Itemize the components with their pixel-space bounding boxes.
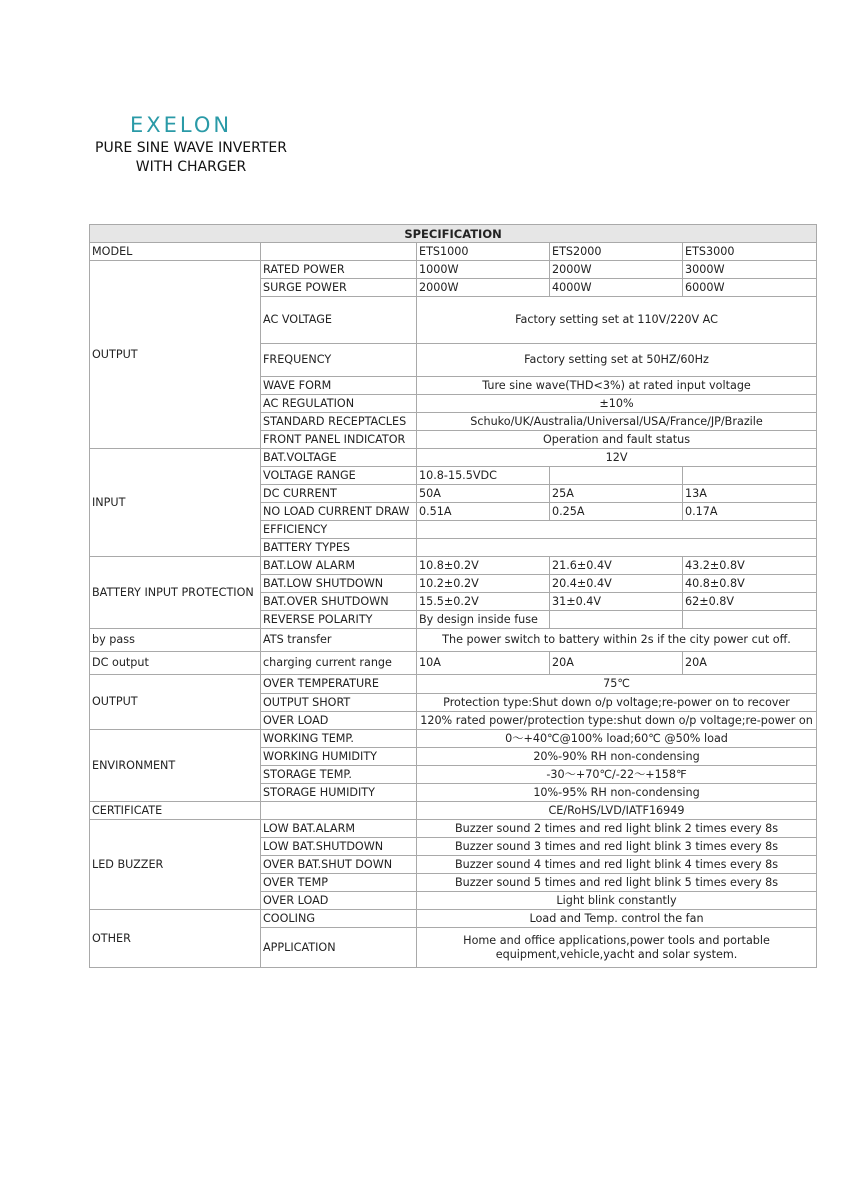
row-label: DC CURRENT: [261, 485, 417, 503]
document-subtitle: [86, 139, 296, 177]
row-label: OVER TEMPERATURE: [261, 675, 417, 694]
empty-cell: [550, 611, 683, 629]
group-environment: ENVIRONMENT: [90, 730, 261, 802]
cell-value: 4000W: [550, 279, 683, 297]
cell-value: The power switch to battery within 2s if the city power cut off.: [417, 629, 817, 652]
row-label: WORKING TEMP.: [261, 730, 417, 748]
model-1: ETS1000: [417, 243, 550, 261]
model-3: ETS3000: [683, 243, 817, 261]
row-label: WAVE FORM: [261, 377, 417, 395]
cell-value: 10.8±0.2V: [417, 557, 550, 575]
group-certificate: CERTIFICATE: [90, 802, 261, 820]
table-row: [90, 802, 817, 820]
cell-value: Buzzer sound 2 times and red light blink 2 times every 8s: [417, 820, 817, 838]
group-battery-protection: BATTERY INPUT PROTECTION: [90, 557, 261, 629]
cell-value: 120% rated power/protection type:shut down o/p voltage;re-power on: [417, 712, 817, 730]
cell-value: 0.25A: [550, 503, 683, 521]
cell-value: 20A: [550, 652, 683, 675]
cell-value: 0.17A: [683, 503, 817, 521]
table-row: [90, 910, 817, 928]
cell-value: 3000W: [683, 261, 817, 279]
table-row: [90, 243, 817, 261]
cell-value: CE/RoHS/LVD/IATF16949: [417, 802, 817, 820]
cell-value: Factory setting set at 110V/220V AC: [417, 297, 817, 344]
row-label: OUTPUT SHORT: [261, 694, 417, 712]
cell-value: 43.2±0.8V: [683, 557, 817, 575]
row-label: LOW BAT.SHUTDOWN: [261, 838, 417, 856]
cell-value: 50A: [417, 485, 550, 503]
cell-value: 13A: [683, 485, 817, 503]
cell-value: 15.5±0.2V: [417, 593, 550, 611]
empty-cell: [261, 243, 417, 261]
table-row: [90, 820, 817, 838]
cell-value: 10A: [417, 652, 550, 675]
row-label: AC VOLTAGE: [261, 297, 417, 344]
row-label: OVER TEMP: [261, 874, 417, 892]
cell-value: 20%-90% RH non-condensing: [417, 748, 817, 766]
model-2: ETS2000: [550, 243, 683, 261]
cell-value: 20A: [683, 652, 817, 675]
cell-value: Light blink constantly: [417, 892, 817, 910]
row-label: LOW BAT.ALARM: [261, 820, 417, 838]
row-label: OVER LOAD: [261, 712, 417, 730]
cell-value: 62±0.8V: [683, 593, 817, 611]
empty-cell: [417, 539, 817, 557]
table-row: [90, 629, 817, 652]
cell-value: Ture sine wave(THD<3%) at rated input voltage: [417, 377, 817, 395]
subtitle-line-1: PURE SINE WAVE INVERTER: [95, 140, 287, 156]
row-label: STORAGE HUMIDITY: [261, 784, 417, 802]
cell-value: Schuko/UK/Australia/Universal/USA/France/JP/Brazile: [417, 413, 817, 431]
row-label: STANDARD RECEPTACLES: [261, 413, 417, 431]
cell-value: 20.4±0.4V: [550, 575, 683, 593]
cell-value: 40.8±0.8V: [683, 575, 817, 593]
row-label: BAT.OVER SHUTDOWN: [261, 593, 417, 611]
cell-value: Protection type:Shut down o/p voltage;re-power on to recover: [417, 694, 817, 712]
row-label: BAT.VOLTAGE: [261, 449, 417, 467]
cell-value: 0～+40℃@100% load;60℃ @50% load: [417, 730, 817, 748]
empty-cell: [550, 467, 683, 485]
row-label: EFFICIENCY: [261, 521, 417, 539]
group-bypass: by pass: [90, 629, 261, 652]
row-label: COOLING: [261, 910, 417, 928]
row-label: FREQUENCY: [261, 344, 417, 377]
application-line-2: equipment,vehicle,yacht and solar system.: [495, 947, 738, 961]
cell-value: 10.8-15.5VDC: [417, 467, 550, 485]
table-row: [90, 675, 817, 694]
table-row: [90, 557, 817, 575]
table-header-row: [90, 225, 817, 243]
row-label: BATTERY TYPES: [261, 539, 417, 557]
row-label: charging current range: [261, 652, 417, 675]
row-label: FRONT PANEL INDICATOR: [261, 431, 417, 449]
row-label: NO LOAD CURRENT DRAW: [261, 503, 417, 521]
cell-value: By design inside fuse: [417, 611, 550, 629]
empty-cell: [261, 802, 417, 820]
group-led-buzzer: LED BUZZER: [90, 820, 261, 910]
table-row: [90, 449, 817, 467]
cell-value: Load and Temp. control the fan: [417, 910, 817, 928]
cell-value: Operation and fault status: [417, 431, 817, 449]
row-label: APPLICATION: [261, 928, 417, 968]
cell-value: 75℃: [417, 675, 817, 694]
cell-value: 10%-95% RH non-condensing: [417, 784, 817, 802]
group-output-protection: OUTPUT: [90, 675, 261, 730]
subtitle-line-2: WITH CHARGER: [135, 159, 247, 175]
cell-value: 6000W: [683, 279, 817, 297]
cell-value: 31±0.4V: [550, 593, 683, 611]
cell-value: 21.6±0.4V: [550, 557, 683, 575]
cell-value: -30～+70℃/-22～+158℉: [417, 766, 817, 784]
empty-cell: [417, 521, 817, 539]
cell-value: 1000W: [417, 261, 550, 279]
cell-value: 2000W: [417, 279, 550, 297]
cell-value: ±10%: [417, 395, 817, 413]
row-label: AC REGULATION: [261, 395, 417, 413]
row-label: BAT.LOW ALARM: [261, 557, 417, 575]
cell-value: Buzzer sound 3 times and red light blink 3 times every 8s: [417, 838, 817, 856]
table-title: SPECIFICATION: [90, 225, 817, 243]
cell-value: Buzzer sound 4 times and red light blink 4 times every 8s: [417, 856, 817, 874]
row-label: ATS transfer: [261, 629, 417, 652]
row-label: BAT.LOW SHUTDOWN: [261, 575, 417, 593]
row-label: VOLTAGE RANGE: [261, 467, 417, 485]
table-row: [90, 652, 817, 675]
cell-value: 10.2±0.2V: [417, 575, 550, 593]
row-label: REVERSE POLARITY: [261, 611, 417, 629]
application-line-1: Home and office applications,power tools and portable: [463, 933, 770, 947]
specification-table: [89, 224, 817, 968]
cell-value: Factory setting set at 50HZ/60Hz: [417, 344, 817, 377]
table-row: [90, 730, 817, 748]
empty-cell: [683, 467, 817, 485]
row-label: OVER BAT.SHUT DOWN: [261, 856, 417, 874]
group-input: INPUT: [90, 449, 261, 557]
row-label: STORAGE TEMP.: [261, 766, 417, 784]
cell-value: 2000W: [550, 261, 683, 279]
row-label: OVER LOAD: [261, 892, 417, 910]
group-other: OTHER: [90, 910, 261, 968]
cell-value: Buzzer sound 5 times and red light blink 5 times every 8s: [417, 874, 817, 892]
brand-logo: EXELON: [130, 113, 233, 137]
cell-value: 25A: [550, 485, 683, 503]
cell-value: 0.51A: [417, 503, 550, 521]
row-label: SURGE POWER: [261, 279, 417, 297]
group-dc-output: DC output: [90, 652, 261, 675]
table-row: [90, 261, 817, 279]
row-label: RATED POWER: [261, 261, 417, 279]
model-label: MODEL: [90, 243, 261, 261]
row-label: WORKING HUMIDITY: [261, 748, 417, 766]
cell-value: [417, 928, 817, 968]
group-output: OUTPUT: [90, 261, 261, 449]
cell-value: 12V: [417, 449, 817, 467]
empty-cell: [683, 611, 817, 629]
